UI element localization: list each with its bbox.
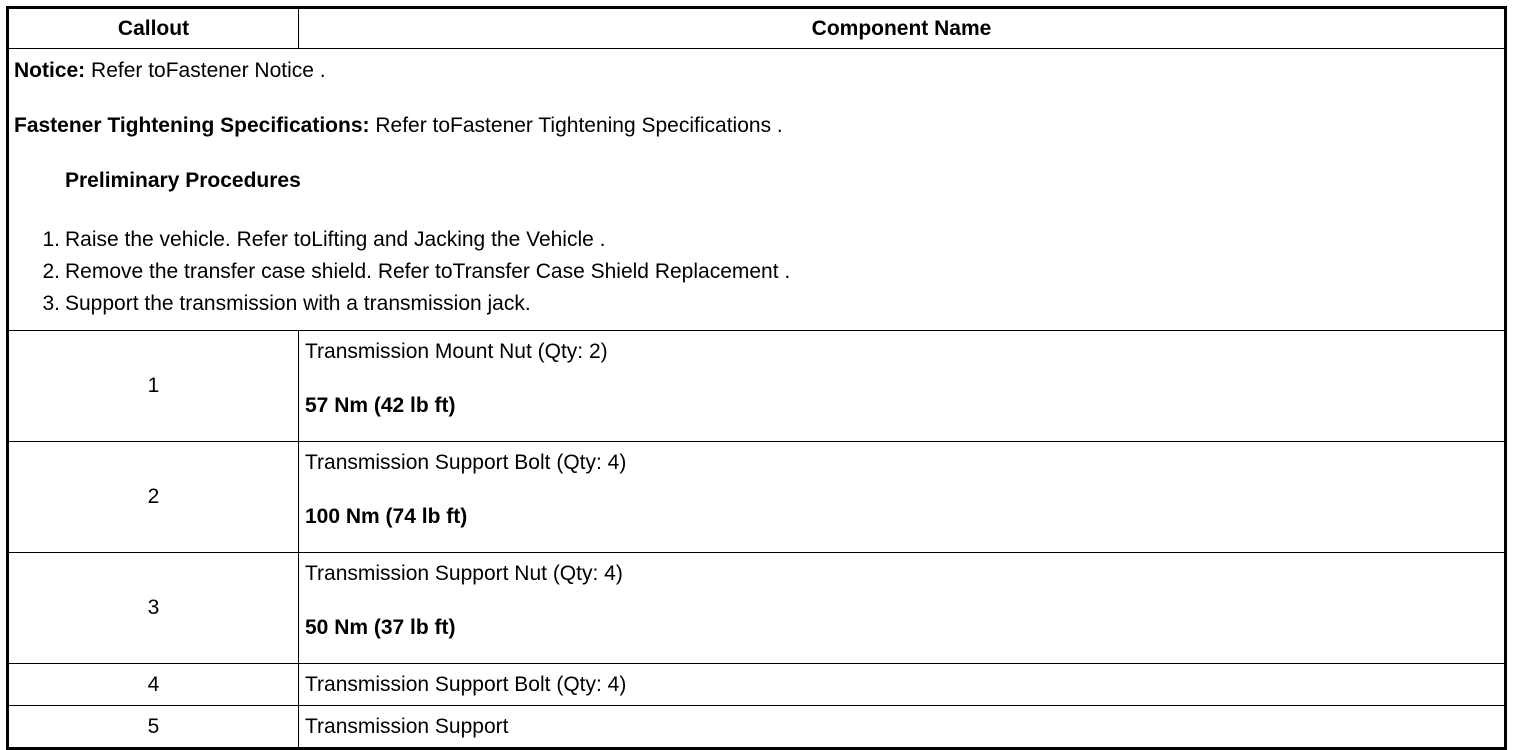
table-row — [8, 442, 1506, 553]
preliminary-steps-list — [14, 224, 1504, 320]
torque-spec: 50 Nm (37 lb ft) — [305, 616, 456, 639]
notes-cell — [8, 49, 1506, 331]
step-number: 2. — [42, 260, 60, 283]
notice-line — [14, 59, 1504, 83]
preliminary-procedures-heading: Preliminary Procedures — [65, 169, 301, 192]
callout-number: 1 — [8, 331, 299, 442]
table-row — [8, 331, 1506, 442]
step-number: 1. — [42, 228, 60, 251]
table-row — [8, 553, 1506, 664]
component-name: Transmission Support Bolt (Qty: 4) — [299, 664, 1506, 706]
component-name: Transmission Support Nut (Qty: 4) — [305, 562, 623, 585]
component-cell — [299, 331, 1506, 442]
component-cell — [299, 553, 1506, 664]
callout-number: 4 — [8, 664, 299, 706]
component-spec-table — [6, 6, 1507, 750]
step-number: 3. — [42, 292, 60, 315]
component-name: Transmission Mount Nut (Qty: 2) — [305, 340, 608, 363]
torque-spec: 57 Nm (42 lb ft) — [305, 394, 456, 417]
callout-header: Callout — [8, 8, 299, 49]
table-row — [8, 706, 1506, 749]
table-row — [8, 664, 1506, 706]
step-text: Support the transmission with a transmission jack. — [65, 292, 531, 315]
callout-number: 3 — [8, 553, 299, 664]
fastener-spec-text: Refer toFastener Tightening Specifications . — [369, 114, 783, 137]
step-item — [14, 224, 1504, 256]
torque-spec: 100 Nm (74 lb ft) — [305, 505, 468, 528]
step-item — [14, 288, 1504, 320]
component-name: Transmission Support Bolt (Qty: 4) — [305, 451, 627, 474]
step-text: Raise the vehicle. Refer toLifting and Jacking the Vehicle . — [65, 228, 606, 251]
notice-label: Notice: — [14, 59, 86, 82]
component-name: Transmission Support — [299, 706, 1506, 749]
notes-row — [8, 49, 1506, 331]
notice-text: Refer toFastener Notice . — [85, 59, 326, 82]
component-name-header: Component Name — [299, 8, 1506, 49]
fastener-spec-label: Fastener Tightening Specifications: — [14, 114, 370, 137]
header-row — [8, 8, 1506, 49]
callout-number: 5 — [8, 706, 299, 749]
fastener-spec-line — [14, 114, 1504, 138]
step-item — [14, 256, 1504, 288]
callout-number: 2 — [8, 442, 299, 553]
step-text: Remove the transfer case shield. Refer toTransfer Case Shield Replacement . — [65, 260, 791, 283]
component-cell — [299, 442, 1506, 553]
